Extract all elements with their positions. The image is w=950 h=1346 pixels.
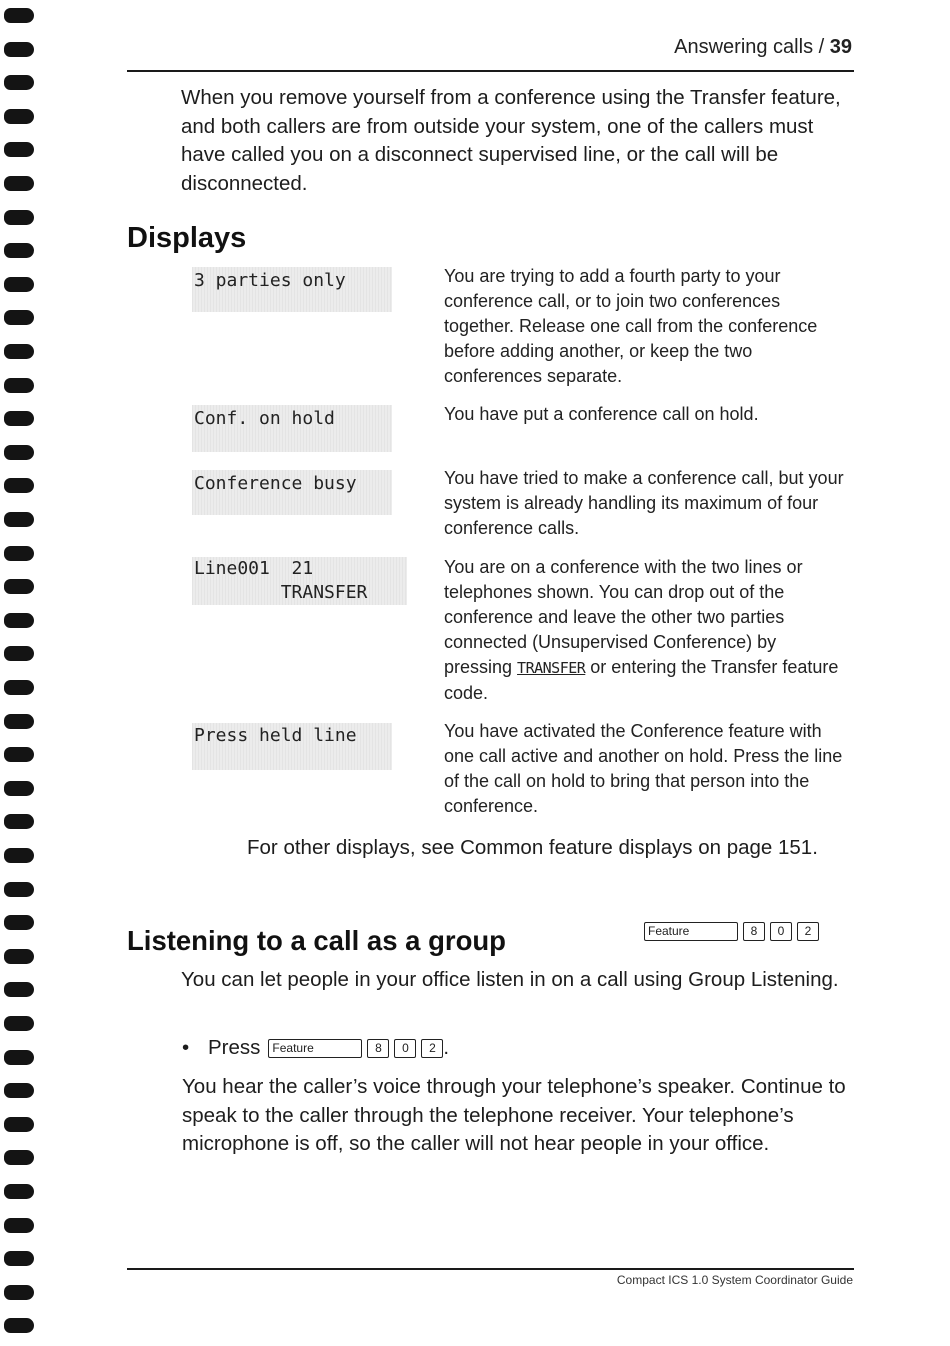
binding-ring: [4, 1318, 34, 1333]
binding-ring: [4, 210, 34, 225]
display-line: Conference busy: [194, 473, 357, 494]
digit-key: 0: [770, 922, 792, 941]
binding-ring: [4, 781, 34, 796]
binding-ring: [4, 344, 34, 359]
display-description: [444, 555, 844, 706]
binding-ring: [4, 613, 34, 628]
footer-text: Compact ICS 1.0 System Coordinator Guide: [616, 1273, 853, 1287]
footer-rule: [127, 1268, 854, 1270]
binding-ring: [4, 814, 34, 829]
display-line: Conf. on hold: [194, 408, 335, 429]
header-rule: [127, 70, 854, 72]
running-header: [674, 36, 852, 59]
listening-heading: Listening to a call as a group: [127, 925, 506, 956]
displays-heading: Displays: [127, 222, 247, 254]
page-number: 39: [829, 36, 852, 58]
bullet-marker: •: [182, 1036, 190, 1059]
digit-key: 8: [743, 922, 765, 941]
digit-key: 2: [797, 922, 819, 941]
binding-ring: [4, 915, 34, 930]
display-line: 3 parties only: [194, 270, 346, 291]
binding-ring: [4, 949, 34, 964]
digit-key: 2: [421, 1039, 443, 1058]
binding-ring: [4, 646, 34, 661]
intro-paragraph: When you remove yourself from a conference using the Transfer feature, and both callers are from outside your system, one of the callers must have called you on a disconnect supervised line, or the call will be disconnected.: [181, 86, 841, 195]
description-text: You are on a conference with the two lines or telephones shown. You can drop out of the conference and leave the other two parties connected (Unsupervised Conference) by pressing: [444, 557, 803, 677]
binding-ring: [4, 546, 34, 561]
digit-key: 8: [367, 1039, 389, 1058]
binding-ring: [4, 445, 34, 460]
binding-ring: [4, 1083, 34, 1098]
binding-ring: [4, 848, 34, 863]
display-description: You have activated the Conference feature with one call active and another on hold. Press the line of the call on hold to bring that person into the conference.: [444, 721, 843, 816]
binding-ring: [4, 176, 34, 191]
display-line: Line001 21: [194, 558, 314, 579]
display-screen: [192, 267, 392, 312]
binding-ring: [4, 714, 34, 729]
display-screen: [192, 723, 392, 770]
display-description: You have put a conference call on hold.: [444, 404, 759, 424]
binding-ring: [4, 42, 34, 57]
bullet-step: [182, 1036, 449, 1060]
feature-code-inline: [268, 1036, 443, 1059]
binding-ring: [4, 1150, 34, 1165]
display-line: Press held line: [194, 725, 357, 746]
spiral-binding: [0, 0, 40, 1346]
bullet-text: Press: [208, 1036, 261, 1059]
description-text: or entering the Transfer feature code.: [444, 657, 839, 703]
binding-ring: [4, 109, 34, 124]
binding-ring: [4, 411, 34, 426]
binding-ring: [4, 378, 34, 393]
binding-ring: [4, 882, 34, 897]
listening-intro: You can let people in your office listen in on a call using Group Listening.: [181, 968, 839, 991]
binding-ring: [4, 747, 34, 762]
display-screen: [192, 405, 392, 452]
header-section: Answering calls /: [674, 36, 830, 58]
transfer-key-label: TRANSFER: [517, 659, 586, 677]
binding-ring: [4, 1016, 34, 1031]
other-displays-note: For other displays, see Common feature displays on page 151.: [247, 836, 818, 859]
display-line: TRANSFER: [194, 582, 368, 603]
binding-ring: [4, 1251, 34, 1266]
binding-ring: [4, 478, 34, 493]
feature-code: [644, 922, 819, 941]
display-description: You have tried to make a conference call, but your system is already handling its maximum of four conference calls.: [444, 468, 844, 538]
binding-ring: [4, 310, 34, 325]
listening-result: You hear the caller’s voice through your telephone’s speaker. Continue to speak to the caller through the telephone receiver. Your telephone’s microphone is off, so the caller will not hear people in your office.: [182, 1075, 846, 1155]
binding-ring: [4, 142, 34, 157]
binding-ring: [4, 1184, 34, 1199]
binding-ring: [4, 1117, 34, 1132]
binding-ring: [4, 680, 34, 695]
display-description: You are trying to add a fourth party to your conference call, or to join two conferences together. Release one call from the conference before adding another, or keep the two conferences separate.: [444, 266, 818, 386]
digit-key: 0: [394, 1039, 416, 1058]
feature-key: Feature: [644, 922, 738, 941]
binding-ring: [4, 1050, 34, 1065]
binding-ring: [4, 1285, 34, 1300]
bullet-period: .: [443, 1036, 450, 1059]
binding-ring: [4, 579, 34, 594]
binding-ring: [4, 75, 34, 90]
display-screen: [192, 557, 407, 605]
feature-key: Feature: [268, 1039, 362, 1058]
binding-ring: [4, 243, 34, 258]
binding-ring: [4, 8, 34, 23]
binding-ring: [4, 1218, 34, 1233]
binding-ring: [4, 277, 34, 292]
binding-ring: [4, 512, 34, 527]
binding-ring: [4, 982, 34, 997]
display-screen: [192, 470, 392, 515]
